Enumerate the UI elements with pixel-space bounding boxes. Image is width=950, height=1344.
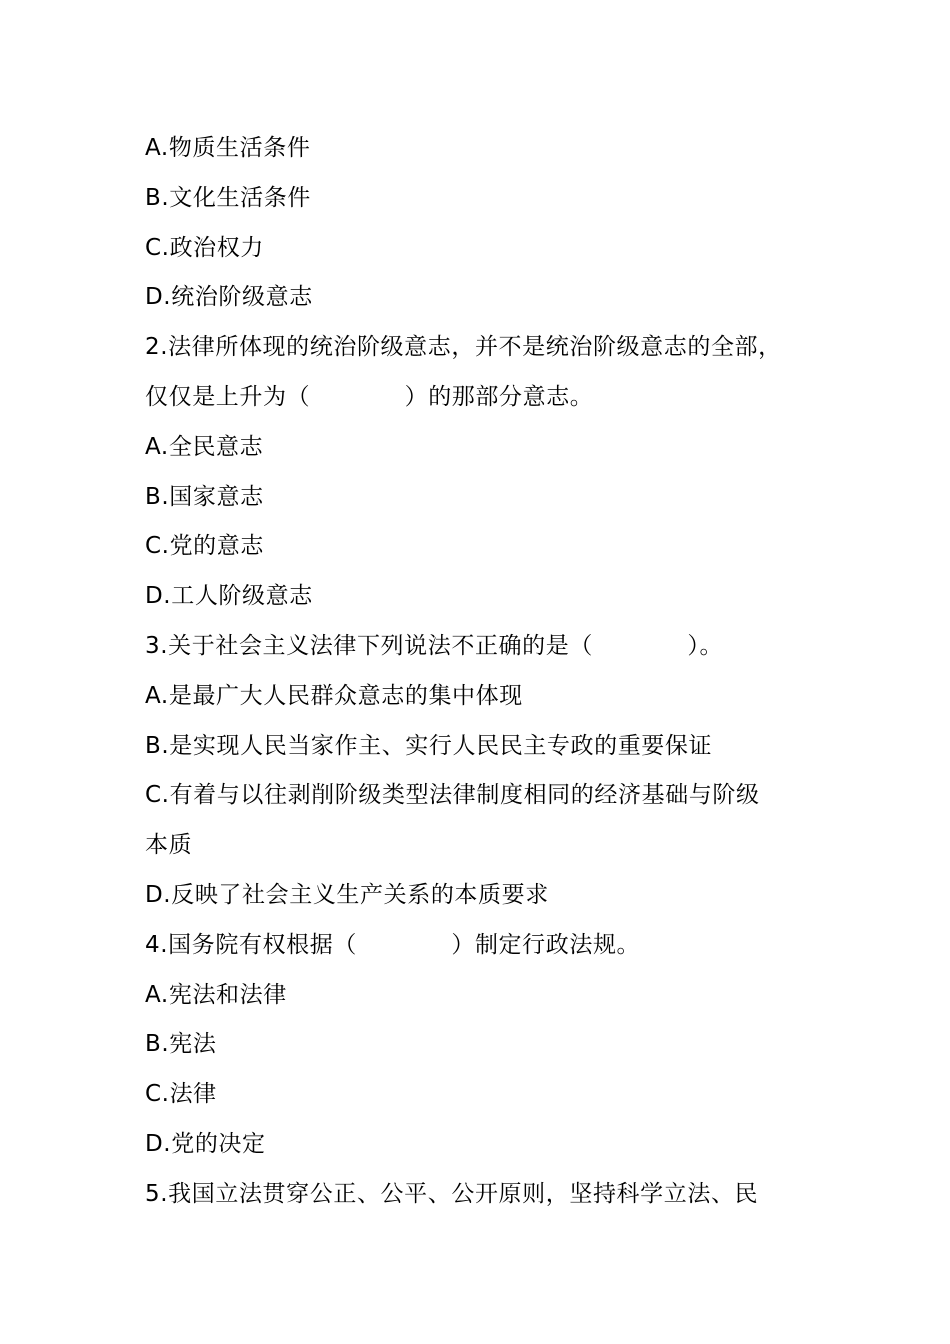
option-3c-line-2: 本质 — [145, 832, 193, 859]
option-1d: D.统治阶级意志 — [145, 284, 313, 311]
option-4a: A.宪法和法律 — [145, 981, 287, 1008]
option-1b: B.文化生活条件 — [145, 184, 311, 211]
document-body — [145, 124, 825, 1220]
option-3a: A.是最广大人民群众意志的集中体现 — [145, 682, 523, 709]
option-4c: C.法律 — [145, 1081, 217, 1108]
question-2-line-1: 2.法律所体现的统治阶级意志，并不是统治阶级意志的全部， — [145, 334, 782, 361]
question-5-line-1: 5.我国立法贯穿公正、公平、公开原则，坚持科学立法、民 — [145, 1180, 759, 1207]
option-3c-line-1: C.有着与以往剥削阶级类型法律制度相同的经济基础与阶级 — [145, 782, 760, 809]
option-4d: D.党的决定 — [145, 1130, 266, 1157]
option-3b: B.是实现人民当家作主、实行人民民主专政的重要保证 — [145, 732, 713, 759]
option-1a: A.物质生活条件 — [145, 135, 311, 161]
option-2b: B.国家意志 — [145, 483, 264, 510]
option-3d: D.反映了社会主义生产关系的本质要求 — [145, 881, 549, 908]
option-2a: A.全民意志 — [145, 433, 264, 460]
question-4: 4.国务院有权根据（ ）制定行政法规。 — [145, 931, 641, 958]
option-1c: C.政治权力 — [145, 234, 264, 261]
question-3: 3.关于社会主义法律下列说法不正确的是（ ）。 — [145, 632, 724, 659]
option-2c: C.党的意志 — [145, 533, 264, 560]
question-2-line-2: 仅仅是上升为（ ）的那部分意志。 — [145, 383, 594, 410]
option-4b: B.宪法 — [145, 1031, 217, 1058]
option-2d: D.工人阶级意志 — [145, 583, 313, 610]
